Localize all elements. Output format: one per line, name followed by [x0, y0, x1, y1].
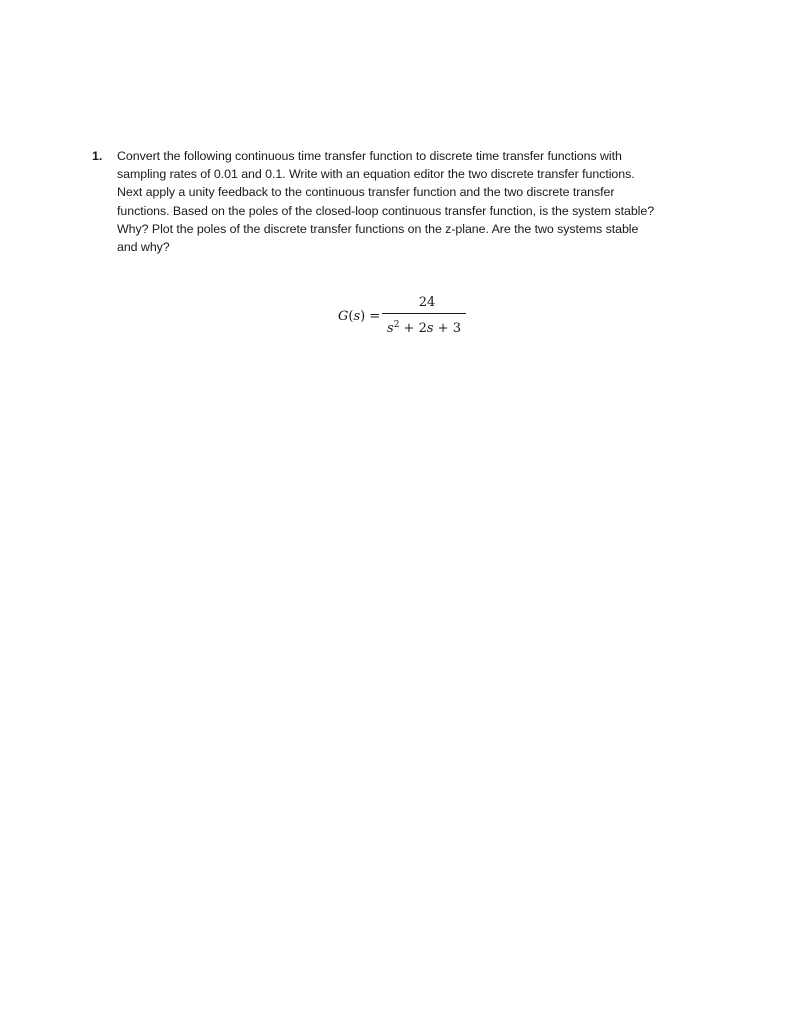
equation-equals-sign: = — [369, 309, 381, 324]
equation-numerator: 24 — [418, 295, 436, 310]
equation-lhs: G(s) = — [338, 309, 381, 324]
question-line: and why? — [117, 240, 170, 255]
question-number: 1. — [92, 149, 103, 163]
denominator-term: + 3 — [433, 321, 461, 336]
equation-denominator — [382, 316, 466, 334]
question-line: functions. Based on the poles of the closed-loop continuous transfer function, is the system stable? — [117, 203, 655, 218]
denominator-term: + 2 — [399, 321, 427, 336]
question-text — [117, 147, 702, 256]
equation-fraction — [382, 294, 466, 334]
fraction-bar — [382, 313, 466, 314]
denominator-variable: s — [387, 321, 394, 336]
question-line: Convert the following continuous time transfer function to discrete time transfer functions with — [117, 149, 622, 163]
denominator-variable: s — [426, 321, 434, 336]
transfer-function-equation — [338, 294, 478, 344]
question-line: Why? Plot the poles of the discrete transfer functions on the z-plane. Are the two systems stable — [117, 221, 639, 236]
question-line: Next apply a unity feedback to the continuous transfer function and the two discrete transfer — [117, 185, 615, 200]
denominator-exponent: 2 — [393, 320, 400, 330]
question-line: sampling rates of 0.01 and 0.1. Write with an equation editor the two discrete transfer functions. — [117, 167, 635, 182]
equation-argument: s — [353, 309, 361, 324]
equation-function-symbol: G — [338, 309, 349, 324]
